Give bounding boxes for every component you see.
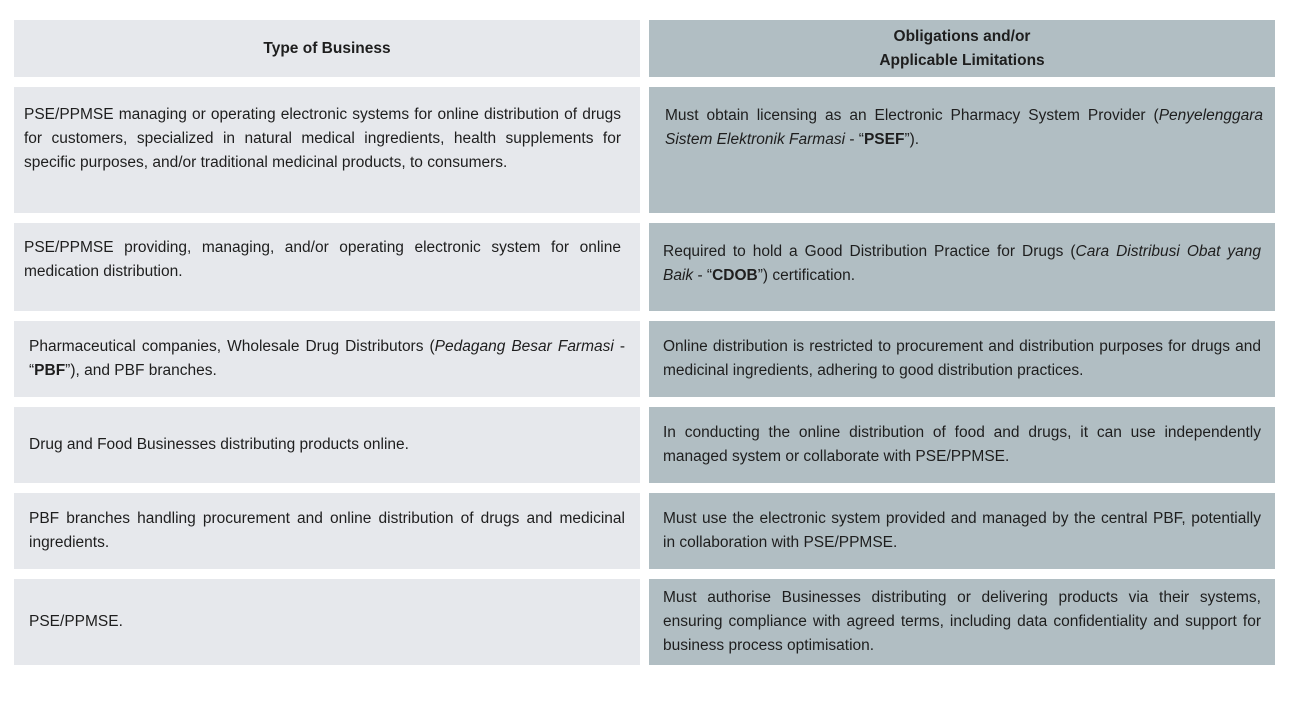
business-cell — [14, 579, 640, 665]
business-text: PSE/PPMSE. — [29, 613, 123, 630]
business-part: Pharmaceutical companies, Wholesale Drug Distributors ( — [29, 338, 435, 355]
header-col2-line1: Obligations and/or — [893, 27, 1031, 45]
business-italic: Pedagang Besar Farmasi — [434, 338, 614, 355]
business-cell — [14, 87, 640, 213]
header-col2-line2: Applicable Limitations — [879, 51, 1045, 69]
obligation-cell — [649, 223, 1275, 311]
business-cell — [14, 493, 640, 569]
business-part: ”), and PBF branches. — [65, 362, 217, 379]
business-bold: PBF — [34, 362, 66, 379]
business-text: PSE/PPMSE providing, managing, and/or operating electronic system for online medication distribution. — [24, 239, 621, 280]
obligation-italic: Cara Distribusi Obat yang Baik — [663, 243, 1262, 284]
obligation-part: ”). — [904, 131, 920, 148]
obligation-part: - “ — [693, 267, 713, 284]
obligation-cell — [649, 407, 1275, 483]
obligation-part: ”) certification. — [757, 267, 856, 284]
obligation-part: - “ — [845, 131, 864, 148]
obligation-text — [663, 240, 1261, 288]
obligation-part: Must obtain licensing as an Electronic Pharmacy System Provider ( — [665, 107, 1159, 124]
obligation-text: Online distribution is restricted to procurement and distribution purposes for drugs and medicinal ingredients, adhering to good distribution practices. — [663, 338, 1261, 379]
business-cell — [14, 321, 640, 397]
table-header — [14, 20, 1275, 77]
obligation-text: In conducting the online distribution of food and drugs, it can use independently managed system or collaborate with PSE/PPMSE. — [663, 424, 1261, 465]
business-text: Drug and Food Businesses distributing products online. — [29, 436, 409, 453]
business-text: PSE/PPMSE managing or operating electronic systems for online distribution of drugs for customers, specialized in natural medical ingredients, health supplements for specific purposes, and/or traditional medicinal products, to consumers. — [24, 106, 621, 171]
obligation-bold: PSEF — [863, 131, 905, 148]
obligation-bold: CDOB — [712, 267, 758, 284]
business-text: PBF branches handling procurement and online distribution of drugs and medicinal ingredients. — [29, 510, 625, 551]
obligation-text — [665, 104, 1263, 152]
obligation-text: Must use the electronic system provided and managed by the central PBF, potentially in collaboration with PSE/PPMSE. — [663, 510, 1261, 551]
obligation-cell — [649, 87, 1275, 213]
obligations-table — [14, 20, 1275, 675]
table-row — [14, 87, 1275, 213]
table-row — [14, 493, 1275, 569]
header-obligations — [649, 20, 1275, 77]
obligation-cell — [649, 579, 1275, 665]
header-col1-text: Type of Business — [263, 39, 391, 57]
header-type-of-business — [14, 20, 640, 77]
table-row — [14, 407, 1275, 483]
obligation-cell — [649, 493, 1275, 569]
obligation-italic: Penyelenggara Sistem Elektronik Farmasi — [665, 107, 1263, 148]
table-row — [14, 321, 1275, 397]
table-row — [14, 579, 1275, 665]
business-part: - “ — [29, 338, 625, 379]
obligation-cell — [649, 321, 1275, 397]
obligation-text: Must authorise Businesses distributing or delivering products via their systems, ensuring compliance with agreed terms, including data confidentiality and support for business process optimisation. — [663, 589, 1261, 654]
business-cell — [14, 223, 640, 311]
obligation-part: Required to hold a Good Distribution Practice for Drugs ( — [663, 243, 1076, 260]
table-row — [14, 223, 1275, 311]
business-text — [29, 335, 625, 383]
business-cell — [14, 407, 640, 483]
